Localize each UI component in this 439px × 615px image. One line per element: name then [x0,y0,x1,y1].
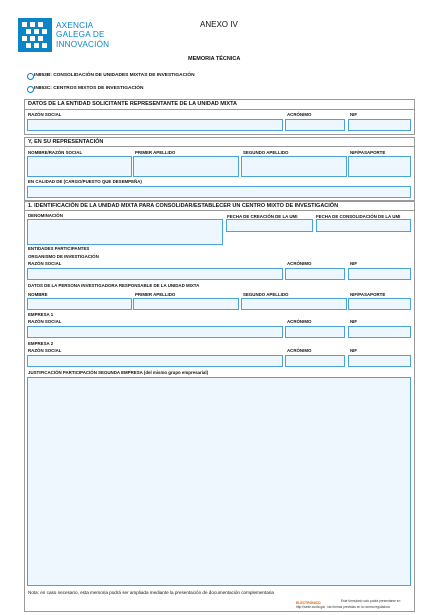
footnote: Nota: en caso necesario, esta memoria podrá ser ampliada mediante la presentación de documentación complementaria [28,590,274,595]
entity-section-title: DATOS DE LA ENTIDAD SOLICITANTE REPRESENTANTE DE LA UNIDAD MIXTA [28,101,238,107]
fecha-consolidacion-label: FECHA DE CONSOLIDACIÓN DE LA UMI [316,214,401,219]
denominacion-field[interactable] [27,219,223,245]
section-divider [24,210,414,211]
option-radio-in853b[interactable] [27,73,34,80]
justificacion-label: JUSTIFICACIÓN PARTICIPACIÓN SEGUNDA EMPRESA (del mismo grupo empresarial) [28,370,209,375]
rep-nombre-field[interactable] [27,156,132,177]
organismo-label: ORGANISMO DE INVESTIGACIÓN [28,254,99,259]
empresa2-nif-label: NIF [350,348,358,353]
persona-label: DATOS DE LA PERSONA INVESTIGADORA RESPONSABLE DE LA UNIDAD MIXTA [28,283,200,288]
entity-razon-social-field[interactable] [27,119,283,131]
option-label-in853b: IN853B: CONSOLIDACIÓN DE UNIDADES MIXTAS DE INVESTIGACIÓN [34,73,195,78]
empresa2-label: EMPRESA 2 [28,341,54,346]
fecha-creacion-field[interactable] [226,219,313,232]
footer-line: http://sede.xunta.gal · las formas previstas en la norma reguladora [296,605,390,609]
entity-nif-field[interactable] [348,119,411,131]
empresa2-acronimo-field[interactable] [285,355,345,367]
nif-label: NIF [350,112,358,117]
organismo-nif-field[interactable] [348,268,411,280]
organismo-acronimo-label: ACRÓNIMO [287,261,312,266]
rep-segundo-apellido-field[interactable] [241,156,347,177]
footer-text-2 [296,606,390,610]
rep-nif-label: NIF/PASAPORTE [350,150,386,155]
empresa2-acronimo-label: ACRÓNIMO [287,348,312,353]
empresa2-razon-field[interactable] [27,355,283,367]
section-divider [24,109,414,110]
empresa1-nif-field[interactable] [348,326,411,338]
option-label-in853c: IN853C: CENTROS MIXTOS DE INVESTIGACIÓN [34,86,144,91]
rep-nombre-label: NOMBRE/RAZÓN SOCIAL [28,150,83,155]
representation-section-title: Y, EN SU REPRESENTACIÓN [28,139,104,145]
empresa1-label: EMPRESA 1 [28,312,54,317]
fecha-creacion-label: FECHA DE CREACIÓN DE LA UMI [227,214,298,219]
razon-social-label: RAZÓN SOCIAL [28,112,62,117]
footer-electronic-mark: ELECTRÓNICO [296,601,321,605]
section-divider [24,146,414,147]
empresa2-razon-label: RAZÓN SOCIAL [28,348,62,353]
empresa1-razon-label: RAZÓN SOCIAL [28,319,62,324]
identification-section-title: 1. IDENTIFICACIÓN DE LA UNIDAD MIXTA PARA CONSOLIDAR/ESTABLECER UN CENTRO MIXTO DE INVESTIGACIÓN [28,203,339,209]
organismo-nif-label: NIF [350,261,358,266]
empresa1-nif-label: NIF [350,319,358,324]
logo-line: GALEGA DE [56,30,105,40]
rep-primer-apellido-field[interactable] [133,156,239,177]
rep-calidad-label: EN CALIDAD DE (CARGO/PUESTO QUE DESEMPEÑA) [28,179,142,184]
persona-nif-label: NIF/PASAPORTE [350,292,386,297]
footer-text [341,600,400,604]
persona-nombre-label: NOMBRE [28,292,48,297]
empresa1-razon-field[interactable] [27,326,283,338]
agency-logo-mark-icon [18,18,52,52]
entidades-label: ENTIDADES PARTICIPANTES [28,246,90,251]
persona-segundo-label: SEGUNDO APELLIDO [243,292,289,297]
empresa1-acronimo-label: ACRÓNIMO [287,319,312,324]
acronimo-label: ACRÓNIMO [287,112,312,117]
persona-primer-field[interactable] [133,298,239,310]
anexo-title: ANEXO IV [200,20,238,29]
empresa2-nif-field[interactable] [348,355,411,367]
persona-segundo-field[interactable] [241,298,347,310]
organismo-razon-label: RAZÓN SOCIAL [28,261,62,266]
organismo-razon-field[interactable] [27,268,283,280]
logo-line: INNOVACIÓN [56,39,110,49]
entity-acronimo-field[interactable] [285,119,345,131]
fecha-consolidacion-field[interactable] [316,219,411,232]
persona-primer-label: PRIMER APELLIDO [135,292,176,297]
rep-calidad-field[interactable] [27,186,411,198]
rep-primer-apellido-label: PRIMER APELLIDO [135,150,176,155]
persona-nif-field[interactable] [348,298,411,310]
footer-line: Este formulario solo podrá presentarse en [341,599,401,603]
justificacion-textarea[interactable] [27,377,411,586]
agency-logo [18,18,138,54]
denominacion-label: DENOMINACIÓN [28,213,63,218]
logo-line: AXENCIA [56,21,94,30]
persona-nombre-field[interactable] [27,298,132,310]
logo-text [56,21,109,49]
rep-segundo-apellido-label: SEGUNDO APELLIDO [243,150,289,155]
empresa1-acronimo-field[interactable] [285,326,345,338]
memoria-title: MEMORIA TÉCNICA [188,56,241,62]
rep-nif-field[interactable] [348,156,411,177]
organismo-acronimo-field[interactable] [285,268,345,280]
option-radio-in853c[interactable] [27,86,34,93]
